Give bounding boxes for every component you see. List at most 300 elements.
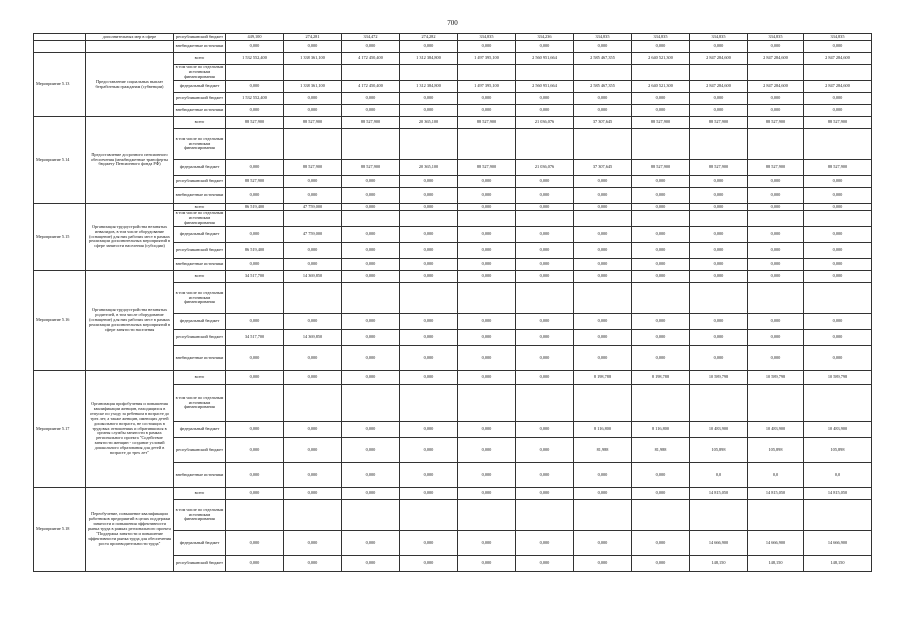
cell-value: 0,000 [400, 243, 458, 259]
cell-value: 0,000 [458, 227, 516, 243]
cell-value [458, 500, 516, 531]
cell-value: 0,000 [284, 531, 342, 556]
activity-name: Организация профобучения и повышения квалификации женщин, находящихся в отпуске по уходу за ребенком в возрасте до трех лет, а также женщин, имеющих детей дошкольного возраста, не состоящих в трудовых отношениях и обратившихся в органы службы занятости в рамках регионального проекта "Содействие занятости женщин - создание условий дошкольного образования для детей в возрасте до трех лет" [86, 371, 174, 488]
page-number: 700 [447, 19, 458, 27]
cell-value [516, 500, 574, 531]
funding-source: всего [174, 117, 226, 129]
cell-value: 0,000 [690, 271, 748, 283]
cell-value: 21 036,076 [516, 160, 574, 176]
cell-value: 0,000 [284, 93, 342, 105]
table-row [34, 371, 872, 385]
cell-value: 0,000 [284, 438, 342, 463]
activity-name: Предоставление досрочного пенсионного обеспечения (межбюджетные трансферты бюджету Пенсионного фонда РФ) [86, 117, 174, 204]
cell-value: 34 517,700 [226, 330, 284, 346]
cell-value: 88 527,900 [226, 117, 284, 129]
activity-code [34, 41, 86, 53]
cell-value: 0,000 [400, 105, 458, 117]
table-row [34, 53, 872, 65]
cell-value: 0,000 [804, 271, 872, 283]
cell-value: 81,988 [574, 438, 632, 463]
cell-value: 0,000 [516, 371, 574, 385]
cell-value: 0,000 [284, 422, 342, 438]
cell-value [226, 211, 284, 227]
funding-source: внебюджетные источники [174, 259, 226, 271]
cell-value [690, 283, 748, 314]
cell-value: 0,000 [458, 330, 516, 346]
cell-value: 8 198,788 [632, 371, 690, 385]
table-row [34, 204, 872, 211]
cell-value: 0,000 [748, 243, 804, 259]
cell-value: 10 483,900 [690, 422, 748, 438]
cell-value: 37 307,645 [574, 160, 632, 176]
cell-value: 0,000 [804, 105, 872, 117]
cell-value [632, 500, 690, 531]
cell-value: 20 365,100 [400, 117, 458, 129]
cell-value: 0,000 [516, 41, 574, 53]
cell-value: 0,0 [748, 463, 804, 488]
activity-name: Предоставление социальных выплат безработным гражданам (субвенции) [86, 53, 174, 117]
cell-value: 0,000 [516, 271, 574, 283]
cell-value [574, 500, 632, 531]
cell-value: 0,000 [574, 204, 632, 211]
activity-code [34, 34, 86, 41]
cell-value [574, 385, 632, 422]
cell-value: 0,000 [804, 227, 872, 243]
funding-source: федеральный бюджет [174, 160, 226, 176]
cell-value: 0,000 [226, 531, 284, 556]
cell-value: 0,000 [226, 438, 284, 463]
cell-value: 0,000 [400, 463, 458, 488]
cell-value: 0,000 [342, 227, 400, 243]
cell-value: 0,000 [574, 227, 632, 243]
cell-value: 2 847 284,600 [804, 53, 872, 65]
cell-value: 148,150 [748, 556, 804, 572]
funding-source: федеральный бюджет [174, 314, 226, 330]
activity-code: Мероприятие 5.17 [34, 371, 86, 488]
cell-value: 0,000 [516, 93, 574, 105]
cell-value: 0,000 [632, 188, 690, 204]
cell-value: 0,000 [400, 259, 458, 271]
cell-value: 0,000 [804, 243, 872, 259]
cell-value: 0,000 [342, 105, 400, 117]
funding-source: федеральный бюджет [174, 422, 226, 438]
cell-value: 20 365,100 [400, 160, 458, 176]
funding-source: внебюджетные источники [174, 463, 226, 488]
cell-value: 0,000 [226, 556, 284, 572]
funding-source: внебюджетные источники [174, 188, 226, 204]
cell-value: 0,000 [226, 81, 284, 93]
cell-value: 0,000 [284, 371, 342, 385]
cell-value [284, 211, 342, 227]
cell-value: 0,000 [690, 227, 748, 243]
cell-value: 0,000 [748, 346, 804, 371]
cell-value: 4 172 450,400 [342, 53, 400, 65]
cell-value: 0,000 [748, 330, 804, 346]
cell-value: 0,000 [516, 531, 574, 556]
cell-value: 0,000 [458, 556, 516, 572]
funding-source: республиканский бюджет [174, 556, 226, 572]
cell-value: 21 036,076 [516, 117, 574, 129]
funding-source: в том числе по отдельным источникам финансирования [174, 211, 226, 227]
cell-value: 0,000 [400, 438, 458, 463]
cell-value [690, 129, 748, 160]
cell-value: 0,000 [458, 204, 516, 211]
cell-value: 0,000 [458, 243, 516, 259]
cell-value: 0,000 [748, 227, 804, 243]
cell-value [284, 500, 342, 531]
cell-value: 0,000 [284, 243, 342, 259]
cell-value [804, 283, 872, 314]
cell-value: 0,000 [632, 346, 690, 371]
cell-value: 0,000 [804, 204, 872, 211]
cell-value: 334,236 [516, 34, 574, 41]
cell-value: 0,000 [690, 204, 748, 211]
cell-value: 0,000 [342, 531, 400, 556]
cell-value: 0,000 [748, 188, 804, 204]
cell-value: 274,281 [284, 34, 342, 41]
table-row [34, 117, 872, 129]
cell-value: 0,000 [748, 259, 804, 271]
cell-value [342, 129, 400, 160]
cell-value [516, 211, 574, 227]
cell-value: 88 527,900 [342, 117, 400, 129]
cell-value [226, 283, 284, 314]
funding-source: в том числе по отдельным источникам финансирования [174, 283, 226, 314]
cell-value: 0,000 [516, 314, 574, 330]
cell-value: 0,000 [690, 330, 748, 346]
cell-value: 1 312 384,800 [400, 81, 458, 93]
cell-value [748, 500, 804, 531]
funding-source: республиканский бюджет [174, 438, 226, 463]
cell-value: 0,000 [342, 488, 400, 500]
cell-value: 0,000 [632, 243, 690, 259]
cell-value: 86 519,400 [226, 204, 284, 211]
cell-value: 88 527,900 [284, 117, 342, 129]
cell-value: 0,000 [516, 204, 574, 211]
cell-value: 0,000 [458, 188, 516, 204]
cell-value: 0,000 [632, 271, 690, 283]
funding-source: внебюджетные источники [174, 105, 226, 117]
cell-value: 2 847 284,600 [690, 81, 748, 93]
cell-value: 0,000 [574, 271, 632, 283]
funding-source: всего [174, 204, 226, 211]
cell-value: 274,282 [400, 34, 458, 41]
cell-value: 0,000 [342, 314, 400, 330]
cell-value: 0,000 [804, 176, 872, 188]
cell-value [226, 129, 284, 160]
cell-value: 0,000 [690, 243, 748, 259]
cell-value: 0,000 [690, 314, 748, 330]
cell-value: 14 666,900 [748, 531, 804, 556]
cell-value: 86 519,400 [226, 243, 284, 259]
cell-value [804, 129, 872, 160]
cell-value: 0,000 [632, 204, 690, 211]
cell-value: 0,000 [400, 371, 458, 385]
cell-value [574, 129, 632, 160]
cell-value [400, 283, 458, 314]
cell-value: 334,835 [458, 34, 516, 41]
cell-value: 334,835 [574, 34, 632, 41]
cell-value: 0,000 [748, 41, 804, 53]
cell-value: 0,000 [226, 188, 284, 204]
cell-value: 0,000 [516, 176, 574, 188]
cell-value: 0,000 [226, 488, 284, 500]
funding-source: федеральный бюджет [174, 531, 226, 556]
cell-value: 88 527,900 [284, 160, 342, 176]
cell-value: 0,000 [226, 346, 284, 371]
cell-value: 0,000 [458, 371, 516, 385]
cell-value: 0,000 [400, 188, 458, 204]
cell-value: 0,000 [458, 488, 516, 500]
cell-value: 0,000 [342, 556, 400, 572]
activity-name: Организация трудоустройства незанятых инвалидов, в том числе оборудование (оснащение) для них рабочих мест в рамках реализации дополнительных мероприятий в сфере занятости населения (субсидии) [86, 204, 174, 271]
cell-value: 14 666,900 [690, 531, 748, 556]
cell-value: 1 338 361,100 [284, 81, 342, 93]
cell-value: 0,000 [690, 176, 748, 188]
cell-value: 88 527,900 [748, 160, 804, 176]
cell-value: 2 847 284,600 [748, 53, 804, 65]
cell-value: 10 589,798 [690, 371, 748, 385]
cell-value: 0,000 [342, 371, 400, 385]
cell-value [632, 211, 690, 227]
cell-value: 0,000 [226, 314, 284, 330]
cell-value: 0,000 [458, 105, 516, 117]
cell-value: 0,000 [632, 488, 690, 500]
cell-value: 1 532 552,400 [226, 53, 284, 65]
funding-source: внебюджетные источники [174, 41, 226, 53]
cell-value: 47 759,000 [284, 204, 342, 211]
cell-value: 0,000 [400, 93, 458, 105]
cell-value: 0,000 [458, 531, 516, 556]
cell-value: 0,000 [632, 105, 690, 117]
cell-value [574, 65, 632, 81]
cell-value: 0,000 [284, 259, 342, 271]
funding-source: в том числе по отдельным источникам финансирования [174, 129, 226, 160]
cell-value: 0,000 [458, 271, 516, 283]
cell-value: 0,000 [226, 371, 284, 385]
cell-value [342, 283, 400, 314]
cell-value: 0,000 [400, 422, 458, 438]
cell-value: 0,000 [284, 346, 342, 371]
cell-value: 10 483,900 [748, 422, 804, 438]
cell-value [632, 283, 690, 314]
cell-value: 10 589,798 [748, 371, 804, 385]
cell-value: 1 497 395,100 [458, 81, 516, 93]
cell-value [284, 65, 342, 81]
activity-name: Переобучение, повышение квалификации работников предприятий в целях поддержки занятости и повышения эффективности рынка труда в рамках регионального проекта "Поддержка занятости и повышение эффективности рынка труда для обеспечения роста производительности труда" [86, 488, 174, 572]
funding-source: федеральный бюджет [174, 81, 226, 93]
cell-value [342, 500, 400, 531]
cell-value: 14 666,900 [804, 531, 872, 556]
funding-source: федеральный бюджет [174, 227, 226, 243]
cell-value: 0,000 [632, 330, 690, 346]
cell-value: 8 198,788 [574, 371, 632, 385]
cell-value: 88 527,900 [342, 160, 400, 176]
cell-value: 2 585 467,355 [574, 53, 632, 65]
cell-value: 2 560 951,664 [516, 81, 574, 93]
cell-value: 0,000 [458, 41, 516, 53]
cell-value: 0,000 [690, 93, 748, 105]
cell-value: 0,000 [342, 463, 400, 488]
cell-value [748, 129, 804, 160]
cell-value: 0,000 [574, 259, 632, 271]
cell-value [458, 283, 516, 314]
activity-code: Мероприятие 5.18 [34, 488, 86, 572]
cell-value: 1 497 395,100 [458, 53, 516, 65]
cell-value [690, 500, 748, 531]
cell-value: 0,000 [574, 531, 632, 556]
cell-value [226, 65, 284, 81]
table-row [34, 488, 872, 500]
cell-value [804, 211, 872, 227]
cell-value: 148,150 [690, 556, 748, 572]
funding-source: республиканский бюджет [174, 176, 226, 188]
cell-value [748, 211, 804, 227]
cell-value: 14 369,850 [284, 271, 342, 283]
cell-value: 10 483,900 [804, 422, 872, 438]
cell-value: 8 116,800 [574, 422, 632, 438]
cell-value: 0,000 [632, 176, 690, 188]
cell-value [690, 385, 748, 422]
cell-value: 4 172 450,400 [342, 81, 400, 93]
cell-value: 0,000 [226, 259, 284, 271]
cell-value: 0,000 [342, 243, 400, 259]
cell-value [690, 65, 748, 81]
cell-value: 0,000 [284, 314, 342, 330]
cell-value [632, 385, 690, 422]
cell-value: 0,000 [458, 176, 516, 188]
cell-value: 0,000 [342, 93, 400, 105]
activity-code: Мероприятие 5.14 [34, 117, 86, 204]
cell-value: 0,000 [516, 227, 574, 243]
cell-value: 0,000 [516, 422, 574, 438]
cell-value [748, 65, 804, 81]
cell-value: 0,000 [574, 556, 632, 572]
cell-value: 0,000 [284, 188, 342, 204]
cell-value: 1 312 384,800 [400, 53, 458, 65]
cell-value: 88 527,900 [804, 160, 872, 176]
cell-value: 0,000 [400, 346, 458, 371]
cell-value [632, 129, 690, 160]
cell-value: 0,000 [226, 463, 284, 488]
cell-value: 88 527,900 [748, 117, 804, 129]
cell-value: 0,000 [342, 176, 400, 188]
cell-value: 8 116,800 [632, 422, 690, 438]
cell-value: 0,000 [804, 330, 872, 346]
cell-value: 88 527,900 [226, 176, 284, 188]
activity-code: Мероприятие 5.15 [34, 204, 86, 271]
cell-value: 0,000 [748, 271, 804, 283]
cell-value: 0,000 [226, 105, 284, 117]
cell-value [632, 65, 690, 81]
cell-value: 334,835 [632, 34, 690, 41]
cell-value: 0,000 [516, 330, 574, 346]
cell-value: 0,000 [400, 41, 458, 53]
cell-value: 148,150 [804, 556, 872, 572]
cell-value: 0,000 [574, 488, 632, 500]
cell-value: 1 532 552,400 [226, 93, 284, 105]
cell-value: 449,100 [226, 34, 284, 41]
cell-value [516, 283, 574, 314]
funding-source: всего [174, 488, 226, 500]
cell-value: 0,000 [574, 93, 632, 105]
cell-value: 0,000 [516, 438, 574, 463]
funding-source: в том числе по отдельным источникам финансирования [174, 65, 226, 81]
cell-value: 334,835 [804, 34, 872, 41]
cell-value: 88 527,900 [690, 117, 748, 129]
cell-value: 0,000 [458, 422, 516, 438]
cell-value: 0,000 [284, 41, 342, 53]
cell-value: 0,000 [516, 243, 574, 259]
cell-value: 0,000 [804, 259, 872, 271]
cell-value: 0,000 [516, 259, 574, 271]
cell-value: 0,000 [632, 259, 690, 271]
activity-name: дополнительных мер в сфере [86, 34, 174, 41]
cell-value: 105,898 [804, 438, 872, 463]
cell-value [690, 211, 748, 227]
cell-value [284, 283, 342, 314]
cell-value: 0,000 [284, 463, 342, 488]
cell-value: 0,000 [804, 93, 872, 105]
cell-value: 0,000 [748, 105, 804, 117]
cell-value: 14 369,850 [284, 330, 342, 346]
cell-value [458, 211, 516, 227]
cell-value: 88 527,900 [804, 117, 872, 129]
cell-value: 0,000 [226, 227, 284, 243]
cell-value: 105,898 [690, 438, 748, 463]
funding-source: в том числе по отдельным источникам финансирования [174, 500, 226, 531]
cell-value: 0,000 [804, 346, 872, 371]
cell-value [400, 129, 458, 160]
cell-value: 0,000 [458, 259, 516, 271]
cell-value: 0,000 [342, 346, 400, 371]
cell-value: 2 585 467,355 [574, 81, 632, 93]
cell-value: 0,000 [516, 346, 574, 371]
cell-value: 88 527,900 [458, 117, 516, 129]
cell-value: 0,000 [632, 314, 690, 330]
cell-value: 2 640 521,300 [632, 53, 690, 65]
cell-value: 0,000 [516, 556, 574, 572]
cell-value [458, 129, 516, 160]
cell-value: 105,898 [748, 438, 804, 463]
cell-value: 1 338 361,100 [284, 53, 342, 65]
cell-value: 0,000 [748, 314, 804, 330]
cell-value: 0,000 [342, 422, 400, 438]
cell-value: 0,0 [690, 463, 748, 488]
funding-source: всего [174, 53, 226, 65]
cell-value: 334,472 [342, 34, 400, 41]
cell-value: 0,000 [690, 259, 748, 271]
cell-value: 0,000 [458, 438, 516, 463]
cell-value: 334,835 [748, 34, 804, 41]
funding-source: всего [174, 371, 226, 385]
cell-value: 0,000 [632, 463, 690, 488]
cell-value: 88 527,900 [458, 160, 516, 176]
funding-source: республиканский бюджет [174, 93, 226, 105]
cell-value: 334,835 [690, 34, 748, 41]
cell-value: 2 847 284,600 [690, 53, 748, 65]
cell-value: 0,000 [400, 176, 458, 188]
cell-value: 0,000 [284, 556, 342, 572]
cell-value: 0,000 [400, 330, 458, 346]
cell-value: 0,000 [574, 346, 632, 371]
cell-value: 0,0 [804, 463, 872, 488]
activity-code: Мероприятие 5.16 [34, 271, 86, 371]
cell-value [342, 211, 400, 227]
cell-value: 0,000 [804, 188, 872, 204]
cell-value: 0,000 [690, 188, 748, 204]
cell-value: 0,000 [574, 463, 632, 488]
